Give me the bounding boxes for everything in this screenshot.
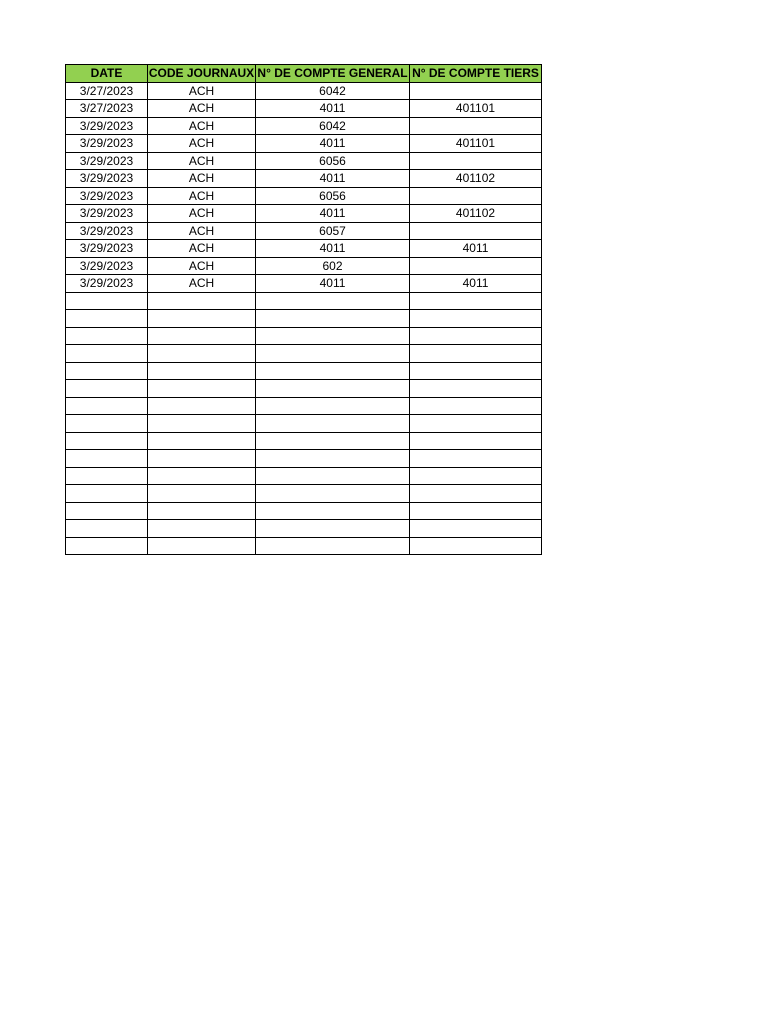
cell-code-journaux[interactable]: ACH bbox=[148, 205, 256, 223]
table-row bbox=[66, 397, 542, 415]
table-row bbox=[66, 520, 542, 538]
cell-compte-general[interactable]: 6057 bbox=[256, 222, 410, 240]
cell-compte-tiers[interactable]: 4011 bbox=[410, 275, 542, 293]
cell-compte-general[interactable] bbox=[256, 520, 410, 538]
cell-code-journaux[interactable]: ACH bbox=[148, 117, 256, 135]
journal-table bbox=[65, 64, 542, 555]
cell-compte-tiers[interactable] bbox=[410, 152, 542, 170]
cell-compte-general[interactable]: 4011 bbox=[256, 205, 410, 223]
table-row bbox=[66, 135, 542, 153]
cell-date[interactable] bbox=[66, 485, 148, 503]
cell-compte-tiers[interactable] bbox=[410, 485, 542, 503]
table-row bbox=[66, 117, 542, 135]
cell-compte-general[interactable] bbox=[256, 345, 410, 363]
cell-code-journaux[interactable] bbox=[148, 520, 256, 538]
table-header bbox=[66, 65, 542, 83]
cell-code-journaux[interactable]: ACH bbox=[148, 100, 256, 118]
cell-compte-tiers[interactable] bbox=[410, 450, 542, 468]
table-row bbox=[66, 187, 542, 205]
cell-compte-tiers[interactable] bbox=[410, 82, 542, 100]
cell-date[interactable] bbox=[66, 467, 148, 485]
cell-compte-tiers[interactable] bbox=[410, 345, 542, 363]
cell-date[interactable]: 3/29/2023 bbox=[66, 187, 148, 205]
cell-code-journaux[interactable] bbox=[148, 292, 256, 310]
cell-code-journaux[interactable] bbox=[148, 327, 256, 345]
cell-code-journaux[interactable] bbox=[148, 485, 256, 503]
cell-compte-tiers[interactable] bbox=[410, 432, 542, 450]
cell-code-journaux[interactable]: ACH bbox=[148, 275, 256, 293]
cell-code-journaux[interactable]: ACH bbox=[148, 170, 256, 188]
table-row bbox=[66, 100, 542, 118]
cell-compte-general[interactable]: 6042 bbox=[256, 82, 410, 100]
cell-compte-tiers[interactable] bbox=[410, 117, 542, 135]
table-row bbox=[66, 205, 542, 223]
cell-code-journaux[interactable] bbox=[148, 362, 256, 380]
cell-date[interactable] bbox=[66, 345, 148, 363]
cell-code-journaux[interactable]: ACH bbox=[148, 135, 256, 153]
journal-sheet bbox=[65, 64, 542, 555]
cell-code-journaux[interactable]: ACH bbox=[148, 257, 256, 275]
cell-date[interactable]: 3/29/2023 bbox=[66, 205, 148, 223]
table-row bbox=[66, 310, 542, 328]
cell-compte-general[interactable] bbox=[256, 292, 410, 310]
table-row bbox=[66, 537, 542, 555]
cell-date[interactable]: 3/29/2023 bbox=[66, 275, 148, 293]
cell-compte-tiers[interactable] bbox=[410, 222, 542, 240]
cell-compte-tiers[interactable]: 401101 bbox=[410, 100, 542, 118]
table-row bbox=[66, 345, 542, 363]
table-row bbox=[66, 415, 542, 433]
cell-compte-tiers[interactable] bbox=[410, 397, 542, 415]
table-row bbox=[66, 450, 542, 468]
cell-date[interactable] bbox=[66, 327, 148, 345]
table-row bbox=[66, 275, 542, 293]
cell-date[interactable] bbox=[66, 450, 148, 468]
table-row bbox=[66, 432, 542, 450]
cell-code-journaux[interactable]: ACH bbox=[148, 240, 256, 258]
cell-compte-tiers[interactable] bbox=[410, 310, 542, 328]
cell-compte-general[interactable] bbox=[256, 415, 410, 433]
cell-compte-general[interactable]: 6042 bbox=[256, 117, 410, 135]
header-compte-general: N° DE COMPTE GENERAL bbox=[257, 66, 408, 81]
cell-date[interactable]: 3/29/2023 bbox=[66, 222, 148, 240]
header-row bbox=[66, 65, 542, 83]
cell-code-journaux[interactable]: ACH bbox=[148, 152, 256, 170]
cell-compte-tiers[interactable] bbox=[410, 520, 542, 538]
cell-compte-general[interactable] bbox=[256, 310, 410, 328]
cell-compte-tiers[interactable] bbox=[410, 362, 542, 380]
cell-date[interactable]: 3/29/2023 bbox=[66, 117, 148, 135]
table-row bbox=[66, 380, 542, 398]
cell-date[interactable] bbox=[66, 362, 148, 380]
cell-date[interactable] bbox=[66, 415, 148, 433]
cell-code-journaux[interactable] bbox=[148, 310, 256, 328]
cell-date[interactable] bbox=[66, 432, 148, 450]
cell-date[interactable] bbox=[66, 520, 148, 538]
cell-compte-general[interactable]: 4011 bbox=[256, 100, 410, 118]
cell-compte-tiers[interactable] bbox=[410, 502, 542, 520]
cell-compte-tiers[interactable] bbox=[410, 380, 542, 398]
table-row bbox=[66, 82, 542, 100]
cell-date[interactable]: 3/27/2023 bbox=[66, 100, 148, 118]
cell-code-journaux[interactable] bbox=[148, 467, 256, 485]
cell-compte-general[interactable] bbox=[256, 397, 410, 415]
cell-compte-tiers[interactable]: 401101 bbox=[410, 135, 542, 153]
cell-compte-tiers[interactable]: 4011 bbox=[410, 240, 542, 258]
cell-compte-tiers[interactable] bbox=[410, 415, 542, 433]
cell-date[interactable]: 3/29/2023 bbox=[66, 135, 148, 153]
cell-date[interactable] bbox=[66, 380, 148, 398]
table-row bbox=[66, 240, 542, 258]
cell-code-journaux[interactable]: ACH bbox=[148, 82, 256, 100]
cell-compte-general[interactable]: 6056 bbox=[256, 152, 410, 170]
cell-code-journaux[interactable] bbox=[148, 450, 256, 468]
cell-date[interactable] bbox=[66, 292, 148, 310]
cell-compte-general[interactable]: 6056 bbox=[256, 187, 410, 205]
cell-compte-general[interactable] bbox=[256, 467, 410, 485]
cell-date[interactable]: 3/29/2023 bbox=[66, 240, 148, 258]
table-row bbox=[66, 152, 542, 170]
cell-date[interactable] bbox=[66, 310, 148, 328]
cell-code-journaux[interactable] bbox=[148, 415, 256, 433]
cell-date[interactable]: 3/29/2023 bbox=[66, 170, 148, 188]
cell-compte-general[interactable] bbox=[256, 537, 410, 555]
table-row bbox=[66, 257, 542, 275]
header-date: DATE bbox=[66, 65, 148, 83]
cell-compte-tiers[interactable] bbox=[410, 537, 542, 555]
cell-date[interactable] bbox=[66, 537, 148, 555]
cell-compte-tiers[interactable]: 401102 bbox=[410, 205, 542, 223]
cell-compte-general[interactable] bbox=[256, 380, 410, 398]
cell-compte-general[interactable] bbox=[256, 362, 410, 380]
cell-code-journaux[interactable]: ACH bbox=[148, 187, 256, 205]
cell-code-journaux[interactable] bbox=[148, 502, 256, 520]
table-row bbox=[66, 292, 542, 310]
table-row bbox=[66, 222, 542, 240]
cell-compte-tiers[interactable] bbox=[410, 257, 542, 275]
cell-date[interactable]: 3/27/2023 bbox=[66, 82, 148, 100]
cell-date[interactable]: 3/29/2023 bbox=[66, 257, 148, 275]
table-row bbox=[66, 327, 542, 345]
cell-compte-general[interactable] bbox=[256, 432, 410, 450]
cell-compte-tiers[interactable] bbox=[410, 187, 542, 205]
cell-compte-general[interactable]: 4011 bbox=[256, 240, 410, 258]
cell-date[interactable] bbox=[66, 502, 148, 520]
table-row bbox=[66, 502, 542, 520]
cell-compte-general[interactable]: 602 bbox=[256, 257, 410, 275]
cell-compte-general[interactable]: 4011 bbox=[256, 135, 410, 153]
cell-date[interactable] bbox=[66, 397, 148, 415]
cell-compte-general[interactable] bbox=[256, 485, 410, 503]
cell-compte-general[interactable]: 4011 bbox=[256, 275, 410, 293]
cell-compte-tiers[interactable] bbox=[410, 327, 542, 345]
table-row bbox=[66, 485, 542, 503]
cell-compte-tiers[interactable] bbox=[410, 467, 542, 485]
cell-compte-general[interactable] bbox=[256, 327, 410, 345]
cell-code-journaux[interactable] bbox=[148, 380, 256, 398]
header-code-journaux: CODE JOURNAUX bbox=[148, 66, 255, 81]
cell-date[interactable]: 3/29/2023 bbox=[66, 152, 148, 170]
cell-code-journaux[interactable]: ACH bbox=[148, 222, 256, 240]
header-compte-tiers: N° DE COMPTE TIERS bbox=[410, 65, 542, 83]
cell-code-journaux[interactable] bbox=[148, 345, 256, 363]
cell-code-journaux[interactable] bbox=[148, 432, 256, 450]
table-body bbox=[66, 82, 542, 555]
cell-compte-tiers[interactable] bbox=[410, 292, 542, 310]
table-row bbox=[66, 362, 542, 380]
table-row bbox=[66, 467, 542, 485]
cell-compte-general[interactable] bbox=[256, 450, 410, 468]
cell-compte-general[interactable]: 4011 bbox=[256, 170, 410, 188]
cell-compte-general[interactable] bbox=[256, 502, 410, 520]
cell-compte-tiers[interactable]: 401102 bbox=[410, 170, 542, 188]
table-row bbox=[66, 170, 542, 188]
cell-code-journaux[interactable] bbox=[148, 537, 256, 555]
cell-code-journaux[interactable] bbox=[148, 397, 256, 415]
